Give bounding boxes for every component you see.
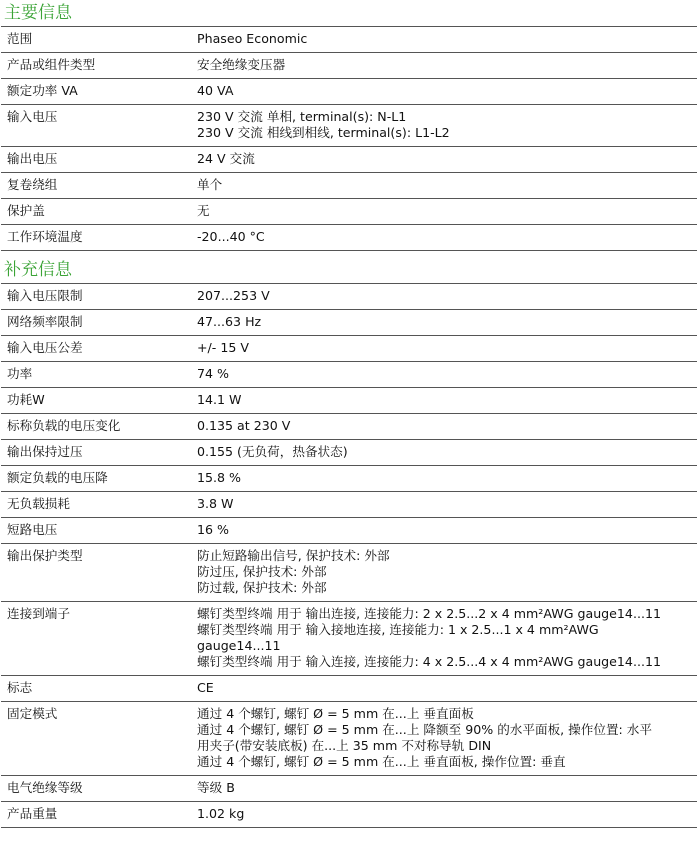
spec-key: 工作环境温度 [1, 225, 195, 251]
spec-value: 通过 4 个螺钉, 螺钉 Ø = 5 mm 在...上 垂直面板, 操作位置: 垂直 [197, 754, 566, 769]
spec-value-cell [195, 310, 697, 336]
spec-row [1, 676, 697, 702]
spec-row [1, 225, 697, 251]
spec-key: 电气绝缘等级 [1, 776, 195, 802]
spec-key: 产品重量 [1, 802, 195, 828]
spec-key: 输入电压公差 [1, 336, 195, 362]
spec-key: 额定功率 VA [1, 79, 195, 105]
spec-key: 标称负载的电压变化 [1, 414, 195, 440]
spec-row [1, 284, 697, 310]
spec-value-cell [195, 466, 697, 492]
spec-value-cell [195, 702, 697, 776]
spec-key: 功耗W [1, 388, 195, 414]
main-section-title: 主要信息 [4, 3, 72, 23]
spec-value: 无 [197, 203, 210, 218]
spec-key: 输入电压 [1, 105, 195, 147]
spec-value: 防止短路输出信号, 保护技术: 外部 [197, 548, 390, 563]
spec-key: 输出保护类型 [1, 544, 195, 602]
spec-value-cell [195, 147, 697, 173]
spec-key: 复卷绕组 [1, 173, 195, 199]
spec-value-cell [195, 388, 697, 414]
spec-key: 短路电压 [1, 518, 195, 544]
spec-row [1, 466, 697, 492]
spec-value: 防过载, 保护技术: 外部 [197, 580, 327, 595]
spec-row [1, 802, 697, 828]
spec-key: 保护盖 [1, 199, 195, 225]
spec-value: 24 V 交流 [197, 151, 255, 166]
spec-value: +/- 15 V [197, 340, 249, 355]
spec-value: 16 % [197, 522, 229, 537]
spec-value-cell [195, 199, 697, 225]
spec-value-cell [195, 676, 697, 702]
spec-value: -20...40 °C [197, 229, 265, 244]
spec-value-cell [195, 105, 697, 147]
spec-value-cell [195, 544, 697, 602]
spec-row [1, 173, 697, 199]
spec-row [1, 53, 697, 79]
spec-value: 等级 B [197, 780, 235, 795]
spec-value-cell [195, 173, 697, 199]
spec-row [1, 199, 697, 225]
spec-row [1, 388, 697, 414]
spec-value-cell [195, 776, 697, 802]
spec-row [1, 440, 697, 466]
spec-value-cell [195, 284, 697, 310]
spec-value: 螺钉类型终端 用于 输入接地连接, 连接能力: 1 x 2.5...1 x 4 mm²AWG [197, 622, 599, 637]
spec-row [1, 147, 697, 173]
main-spec-table [1, 26, 697, 251]
spec-row [1, 27, 697, 53]
spec-row [1, 414, 697, 440]
spec-value-cell [195, 362, 697, 388]
spec-value: 单个 [197, 177, 223, 192]
spec-row [1, 492, 697, 518]
spec-value: 3.8 W [197, 496, 234, 511]
spec-value: 螺钉类型终端 用于 输入连接, 连接能力: 4 x 2.5...4 x 4 mm²AWG gauge14...11 [197, 654, 661, 669]
spec-value: 230 V 交流 相线到相线, terminal(s): L1-L2 [197, 125, 450, 140]
spec-row [1, 310, 697, 336]
spec-value: 0.155 (无负荷，热备状态) [197, 444, 348, 459]
spec-value-cell [195, 802, 697, 828]
spec-key: 标志 [1, 676, 195, 702]
spec-value: 47...63 Hz [197, 314, 262, 329]
spec-value: 通过 4 个螺钉, 螺钉 Ø = 5 mm 在...上 降额至 90% 的水平面板, 操作位置: 水平 [197, 722, 652, 737]
spec-value-cell [195, 336, 697, 362]
spec-row [1, 518, 697, 544]
spec-key: 网络频率限制 [1, 310, 195, 336]
spec-row [1, 79, 697, 105]
spec-row [1, 362, 697, 388]
spec-key: 范围 [1, 27, 195, 53]
spec-value-cell [195, 518, 697, 544]
spec-value-cell [195, 414, 697, 440]
spec-key: 输入电压限制 [1, 284, 195, 310]
spec-value: 74 % [197, 366, 229, 381]
spec-key: 连接到端子 [1, 602, 195, 676]
spec-key: 无负载损耗 [1, 492, 195, 518]
spec-value-cell [195, 53, 697, 79]
spec-value: 通过 4 个螺钉, 螺钉 Ø = 5 mm 在...上 垂直面板 [197, 706, 474, 721]
spec-value-cell [195, 602, 697, 676]
spec-key: 额定负载的电压降 [1, 466, 195, 492]
spec-value: CE [197, 680, 214, 695]
spec-value-cell [195, 27, 697, 53]
spec-value: 14.1 W [197, 392, 242, 407]
spec-key: 功率 [1, 362, 195, 388]
spec-value: 1.02 kg [197, 806, 245, 821]
spec-row [1, 336, 697, 362]
spec-value: 用夹子(带安装底板) 在...上 35 mm 不对称导轨 DIN [197, 738, 492, 753]
spec-row [1, 544, 697, 602]
spec-value: 40 VA [197, 83, 234, 98]
supplementary-spec-table [1, 283, 697, 828]
spec-row [1, 602, 697, 676]
spec-key: 输出保持过压 [1, 440, 195, 466]
spec-value-cell [195, 440, 697, 466]
spec-value: Phaseo Economic [197, 31, 308, 46]
spec-row [1, 776, 697, 802]
spec-value-cell [195, 79, 697, 105]
spec-value: gauge14...11 [197, 638, 281, 653]
spec-value-cell [195, 492, 697, 518]
spec-key: 产品或组件类型 [1, 53, 195, 79]
spec-value: 15.8 % [197, 470, 242, 485]
spec-value: 螺钉类型终端 用于 输出连接, 连接能力: 2 x 2.5...2 x 4 mm²AWG gauge14...11 [197, 606, 661, 621]
spec-value: 安全绝缘变压器 [197, 57, 286, 72]
spec-row [1, 702, 697, 776]
spec-row [1, 105, 697, 147]
spec-value: 防过压, 保护技术: 外部 [197, 564, 327, 579]
spec-value: 230 V 交流 单相, terminal(s): N-L1 [197, 109, 407, 124]
spec-value: 0.135 at 230 V [197, 418, 291, 433]
supplementary-section-title: 补充信息 [4, 260, 72, 280]
spec-value: 207...253 V [197, 288, 270, 303]
spec-value-cell [195, 225, 697, 251]
spec-key: 固定模式 [1, 702, 195, 776]
spec-key: 输出电压 [1, 147, 195, 173]
